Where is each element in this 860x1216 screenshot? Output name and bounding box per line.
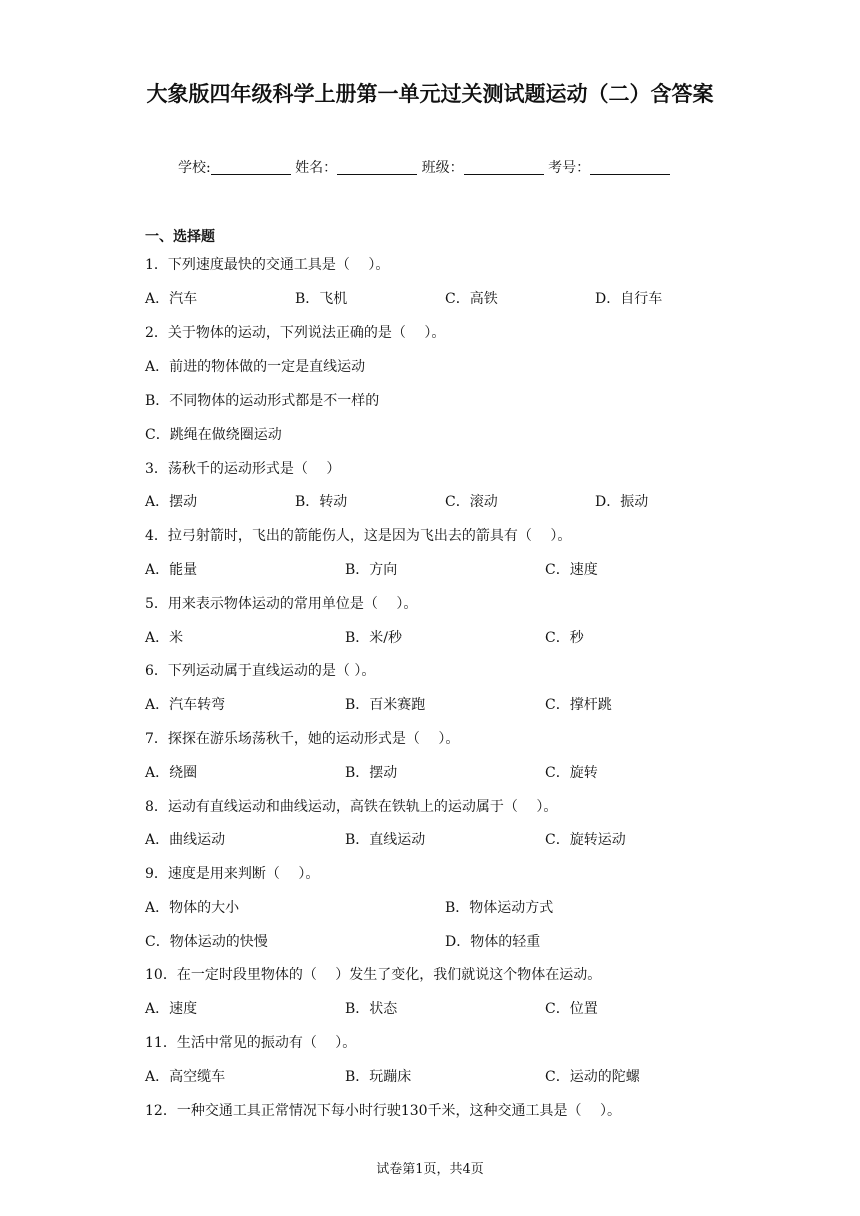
q9-option-d: D．物体的轻重 xyxy=(445,934,541,950)
q1-option-a: A．汽车 xyxy=(145,291,198,307)
q1-option-b: B．飞机 xyxy=(295,291,348,307)
question-11: 11．生活中常见的振动有（ ）。 xyxy=(145,1035,357,1051)
q5-option-c: C．秒 xyxy=(545,630,584,646)
q4-option-b: B．方向 xyxy=(345,562,398,578)
question-2: 2．关于物体的运动，下列说法正确的是（ ）。 xyxy=(145,325,446,341)
class-label: 班级： xyxy=(421,160,464,176)
name-label: 姓名： xyxy=(295,160,338,176)
q6-option-b: B．百米赛跑 xyxy=(345,697,426,713)
q10-option-c: C．位置 xyxy=(545,1001,598,1017)
question-6: 6．下列运动属于直线运动的是（ ）。 xyxy=(145,663,376,679)
q7-option-a: A．绕圈 xyxy=(145,765,198,781)
q4-option-c: C．速度 xyxy=(545,562,598,578)
q9-option-b: B．物体运动方式 xyxy=(445,900,554,916)
question-9: 9．速度是用来判断（ ）。 xyxy=(145,866,320,882)
question-8: 8．运动有直线运动和曲线运动，高铁在铁轨上的运动属于（ ）。 xyxy=(145,799,558,815)
q3-option-a: A．摆动 xyxy=(145,494,198,510)
q10-option-a: A．速度 xyxy=(145,1001,198,1017)
q1-option-c: C．高铁 xyxy=(445,291,498,307)
school-blank xyxy=(211,160,291,175)
q9-option-c: C．物体运动的快慢 xyxy=(145,934,268,950)
exam-number-label: 考号： xyxy=(548,160,591,176)
question-1: 1．下列速度最快的交通工具是（ ）。 xyxy=(145,257,390,273)
q5-option-b: B．米/秒 xyxy=(345,630,403,646)
q3-option-b: B．转动 xyxy=(295,494,348,510)
q2-option-c: C．跳绳在做绕圈运动 xyxy=(145,427,282,443)
question-4: 4．拉弓射箭时，飞出的箭能伤人，这是因为飞出去的箭具有（ ）。 xyxy=(145,528,572,544)
question-3: 3．荡秋千的运动形式是（ ） xyxy=(145,461,341,477)
q3-option-d: D．振动 xyxy=(595,494,649,510)
q9-option-a: A．物体的大小 xyxy=(145,900,240,916)
q4-option-a: A．能量 xyxy=(145,562,198,578)
q11-option-a: A．高空缆车 xyxy=(145,1069,226,1085)
question-12: 12．一种交通工具正常情况下每小时行驶130千米，这种交通工具是（ ）。 xyxy=(145,1103,621,1119)
q7-option-c: C．旋转 xyxy=(545,765,598,781)
question-5: 5．用来表示物体运动的常用单位是（ ）。 xyxy=(145,596,418,612)
page-footer: 试卷第1页，共4页 xyxy=(376,1162,484,1177)
exam-number-blank xyxy=(590,160,670,175)
question-10: 10．在一定时段里物体的（ ）发生了变化，我们就说这个物体在运动。 xyxy=(145,967,602,983)
q3-option-c: C．滚动 xyxy=(445,494,498,510)
q1-option-d: D．自行车 xyxy=(595,291,663,307)
q6-option-c: C．撑杆跳 xyxy=(545,697,612,713)
q8-option-a: A．曲线运动 xyxy=(145,832,226,848)
q7-option-b: B．摆动 xyxy=(345,765,398,781)
q8-option-c: C．旋转运动 xyxy=(545,832,626,848)
q6-option-a: A．汽车转弯 xyxy=(145,697,226,713)
section-heading: 一、选择题 xyxy=(145,229,215,245)
q2-option-b: B．不同物体的运动形式都是不一样的 xyxy=(145,393,380,409)
exam-title: 大象版四年级科学上册第一单元过关测试题运动（二）含答案 xyxy=(146,82,714,106)
name-blank xyxy=(337,160,417,175)
q2-option-a: A．前进的物体做的一定是直线运动 xyxy=(145,359,366,375)
student-info-line xyxy=(178,157,670,177)
class-blank xyxy=(464,160,544,175)
school-label: 学校: xyxy=(178,160,211,176)
question-7: 7．探探在游乐场荡秋千，她的运动形式是（ ）。 xyxy=(145,731,460,747)
q11-option-c: C．运动的陀螺 xyxy=(545,1069,640,1085)
q11-option-b: B．玩蹦床 xyxy=(345,1069,412,1085)
q10-option-b: B．状态 xyxy=(345,1001,398,1017)
q8-option-b: B．直线运动 xyxy=(345,832,426,848)
q5-option-a: A．米 xyxy=(145,630,184,646)
